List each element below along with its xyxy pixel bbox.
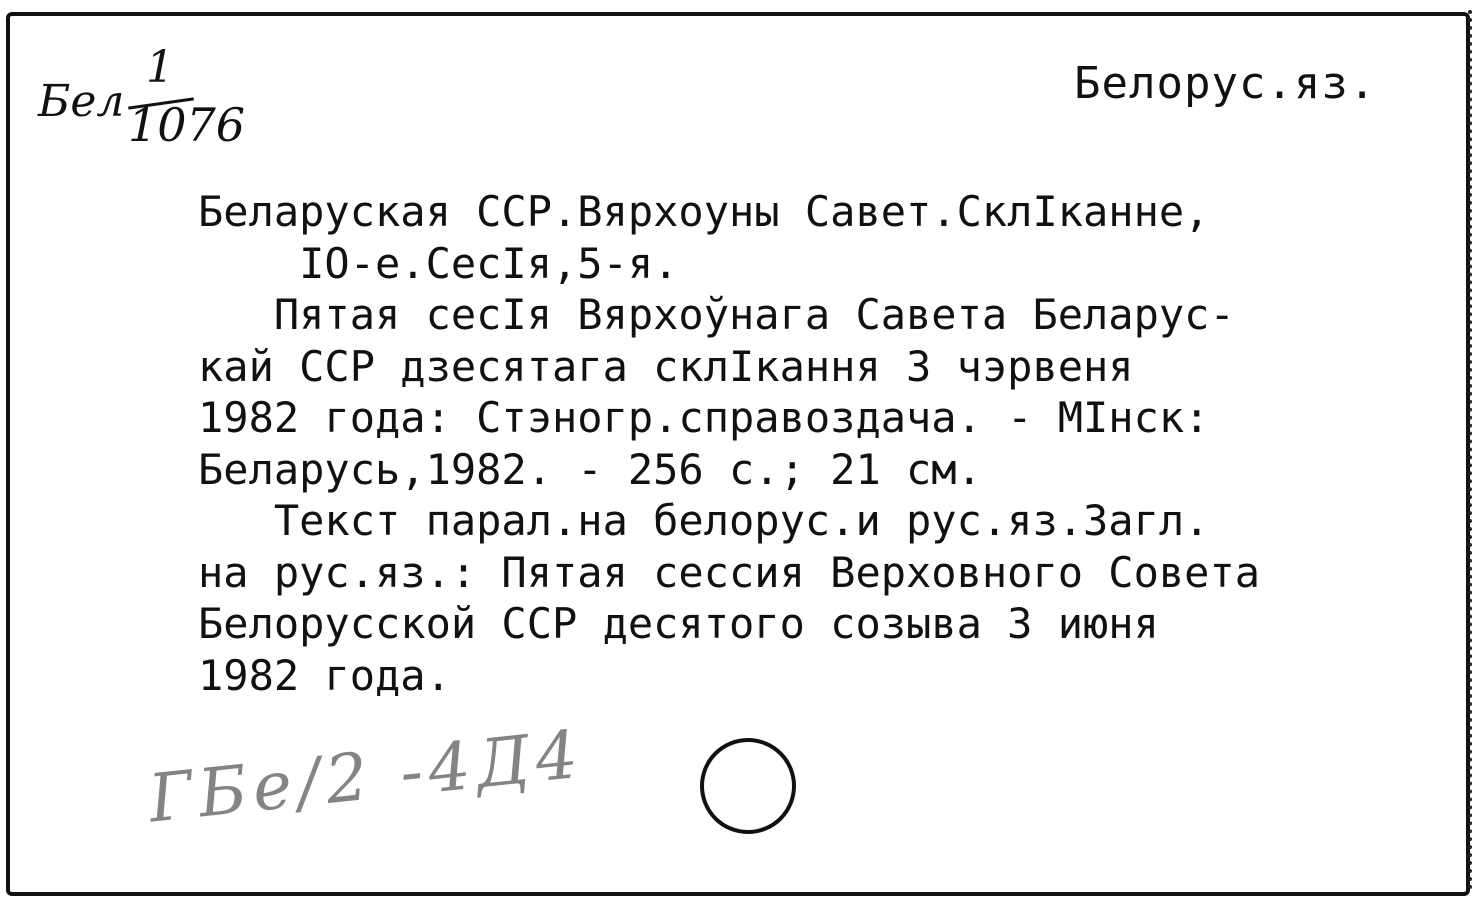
entry-line: Пятая сесIя Вярхоўнага Савета Беларус- — [198, 290, 1235, 339]
call-number — [38, 42, 278, 158]
entry-line: 1982 года: Стэногр.справоздача. - МIнск: — [198, 393, 1210, 442]
entry-line: Беларусь,1982. - 256 с.; 21 см. — [198, 444, 982, 494]
entry-line: Беларуская ССР.Вярхоуны Савет.СклIканне, — [198, 187, 1210, 236]
call-number-denominator: 1076 — [128, 98, 246, 152]
call-number-prefix: Бел — [38, 76, 125, 127]
entry-line: 1982 года. — [198, 650, 451, 700]
entry-line: Текст парал.на белорус.и рус.яз.Загл. — [198, 496, 1210, 545]
entry-line: на рус.яз.: Пятая сессия Верховного Совета — [198, 547, 1261, 597]
call-number-numerator: 1 — [146, 42, 174, 93]
subject-heading: Белорус.яз. — [1074, 58, 1377, 109]
entry-line: IО-е.СесIя,5-я. — [198, 238, 679, 288]
bibliographic-entry — [198, 186, 1438, 701]
entry-line: кай ССР дзесятага склIкання 3 чэрвеня — [198, 341, 1134, 391]
entry-line: Белорусской ССР десятого созыва 3 июня — [198, 599, 1159, 648]
handwritten-shelf-mark: ГБе/2 -4Д4 — [145, 715, 588, 838]
circle-stamp — [700, 738, 796, 834]
card-edge-perforation — [1468, 10, 1478, 890]
